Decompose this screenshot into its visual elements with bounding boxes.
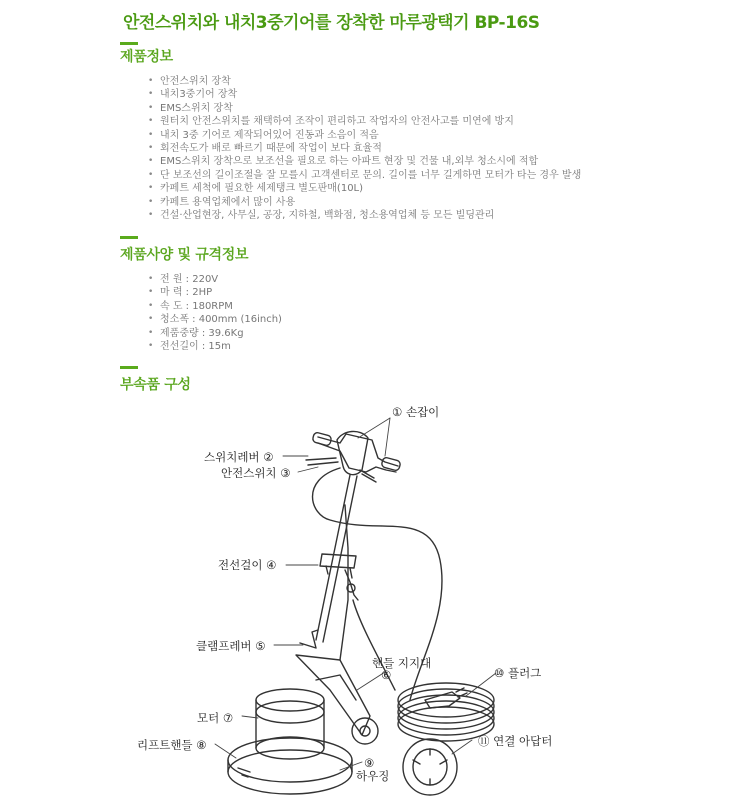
label-clamp-lever: 클램프레버 ⑤ <box>196 639 266 653</box>
list-item: • 제품중량 : 39.6Kg <box>148 327 282 340</box>
list-item: • 내치 3중 기어로 제작되어있어 진동과 소음이 적음 <box>148 129 581 142</box>
list-item: • 전 원 : 220V <box>148 273 282 286</box>
handle-support-drawing <box>296 655 378 744</box>
list-item: • 원터치 안전스위치를 채택하여 조작이 편리하고 작업자의 안전사고를 미연에 방지 <box>148 115 581 128</box>
label-cord-hook: 전선걸이 ④ <box>218 558 277 572</box>
label-housing-number: ⑨ <box>364 756 375 770</box>
label-handle-grip: ① 손잡이 <box>392 405 440 419</box>
handle-grip-drawing <box>306 431 401 482</box>
section-heading-parts: 부속품 구성 <box>120 377 191 393</box>
plug-drawing <box>425 692 460 708</box>
list-item: • 회전속도가 배로 빠르기 때문에 작업이 보다 효율적 <box>148 142 581 155</box>
label-lift-handle: 리프트핸들 ⑧ <box>137 738 207 752</box>
list-item: • 단 보조선의 길이조절을 잘 모를시 고객센터로 문의. 길이를 너무 길게하면 모터가 타는 경우 발생 <box>148 169 581 182</box>
label-housing: 하우징 <box>356 769 390 783</box>
page-title: 안전스위치와 내치3중기어를 장착한 마루광택기 BP-16S <box>123 13 540 33</box>
housing-drawing <box>228 738 352 794</box>
label-handle-support-number: ⑥ <box>381 668 392 682</box>
list-item: • 청소폭 : 400mm (16inch) <box>148 313 282 326</box>
list-item: • 안전스위치 장착 <box>148 75 581 88</box>
list-item: • 카페트 용역업체에서 많이 사용 <box>148 196 581 209</box>
label-adapter: ⑪ 연결 아답터 <box>478 734 553 748</box>
label-safety-switch: 안전스위치 ③ <box>221 466 291 480</box>
section-heading-info: 제품정보 <box>120 49 173 65</box>
motor-drawing <box>256 689 324 759</box>
adapter-drawing <box>403 739 457 795</box>
section-marker <box>120 236 138 239</box>
label-handle-support: 핸들 지지대 <box>372 656 432 670</box>
list-item: • EMS스위치 장착 <box>148 102 581 115</box>
section-marker <box>120 42 138 45</box>
list-item: • EMS스위치 장착으로 보조선을 필요로 하는 아파트 현장 및 건물 내,외부 청소시에 적합 <box>148 155 581 168</box>
list-item: • 전선길이 : 15m <box>148 340 282 353</box>
section-marker <box>120 366 138 369</box>
label-switch-lever: 스위치레버 ② <box>204 450 274 464</box>
list-item: • 내치3중기어 장착 <box>148 88 581 101</box>
list-item: • 마 력 : 2HP <box>148 286 282 299</box>
list-item: • 카페트 세척에 필요한 세제탱크 별도판매(10L) <box>148 182 581 195</box>
label-plug: ⑩ 플러그 <box>494 666 542 680</box>
label-motor: 모터 ⑦ <box>197 711 234 725</box>
list-item: • 건설·산업현장, 사무실, 공장, 지하철, 백화점, 청소용역업체 등 모든 빌딩관리 <box>148 209 581 222</box>
list-item: • 속 도 : 180RPM <box>148 300 282 313</box>
section-heading-spec: 제품사양 및 규격정보 <box>120 247 249 263</box>
spec-list <box>148 273 282 353</box>
info-list <box>148 75 581 222</box>
floor-polisher-diagram <box>0 395 730 809</box>
